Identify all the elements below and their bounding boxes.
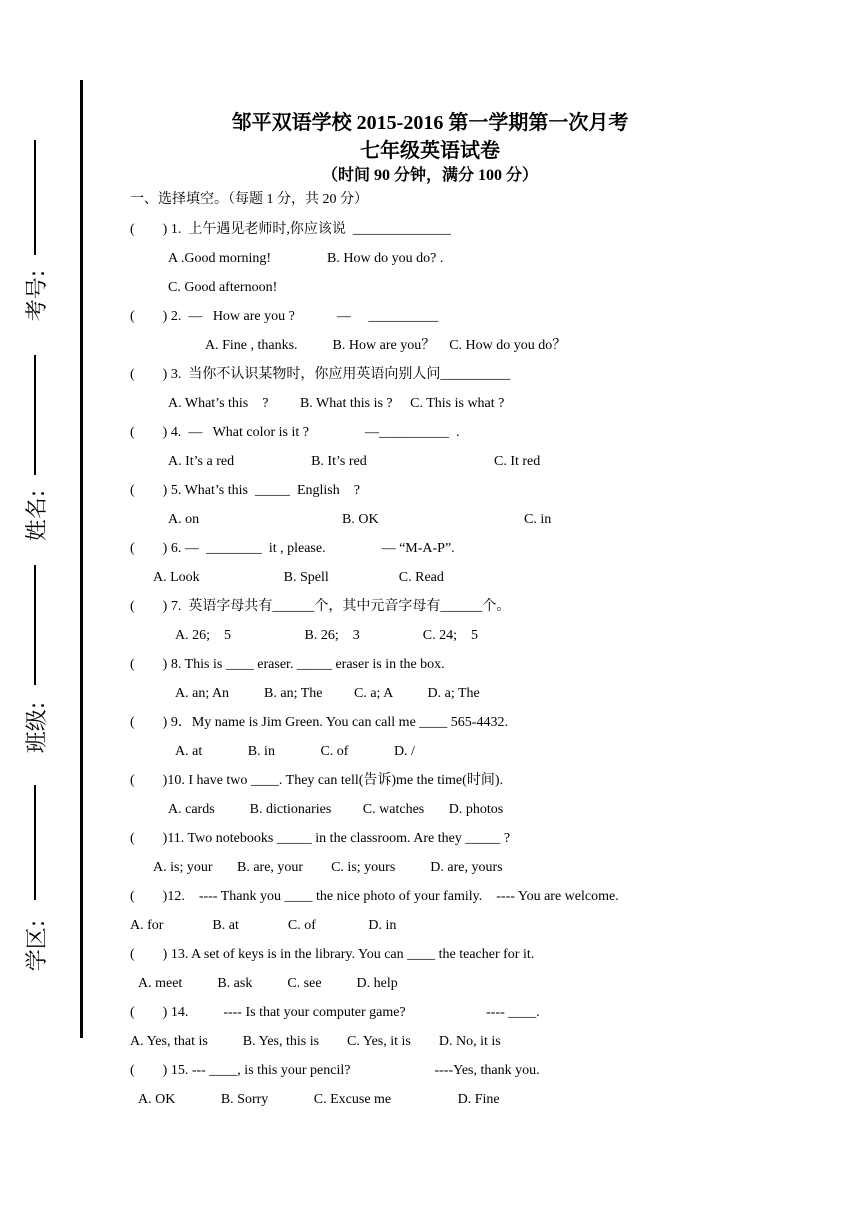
question-11-options: A. is; your B. are, your C. is; yours D. are, yours [153, 860, 503, 875]
section-heading: 一、选择填空。（每题 1 分，共 20 分） [130, 192, 368, 207]
question-2: ( ) 2. ― How are you ? ― __________ [130, 309, 439, 324]
class-blank-line [34, 565, 36, 685]
question-2-options: A. Fine , thanks. B. How are you？ C. How do you do？ [205, 338, 567, 353]
question-15: ( ) 15. --- ____, is this your pencil? ----Yes, thank you. [130, 1063, 540, 1078]
question-5-option-c: C. in [524, 512, 552, 527]
exam-no-label: 考号: [25, 269, 51, 322]
question-1-option-c: C. Good afternoon! [168, 280, 278, 295]
question-9: ( ) 9．My name is Jim Green. You can call me ____ 565-4432. [130, 715, 508, 730]
question-6: ( ) 6. ― ________ it , please. ― “M-A-P”. [130, 541, 455, 556]
district-blank-line [34, 785, 36, 900]
question-4-options-ab: A. It’s a red B. It’s red [168, 454, 367, 469]
question-14-options: A. Yes, that is B. Yes, this is C. Yes, it is D. No, it is [130, 1034, 501, 1049]
question-14: ( ) 14. ---- Is that your computer game? ---- ____. [130, 1005, 540, 1020]
exam-title: 邹平双语学校 2015-2016 第一学期第一次月考 [231, 112, 629, 134]
question-10-options: A. cards B. dictionaries C. watches D. photos [168, 802, 504, 817]
binding-margin-line [80, 80, 83, 1038]
question-3-options: A. What’s this ? B. What this is ? C. This is what ? [168, 396, 505, 411]
question-8: ( ) 8. This is ____ eraser. _____ eraser is in the box. [130, 657, 445, 672]
question-1-options-ab: A .Good morning! B. How do you do? . [168, 251, 444, 266]
question-5-option-b: B. OK [342, 512, 379, 527]
question-7-options: A. 26; 5 B. 26; 3 C. 24; 5 [175, 628, 478, 643]
exam-time-score: （时间 90 分钟，满分 100 分） [321, 167, 538, 184]
question-5-option-a: A. on [168, 512, 200, 527]
question-12: ( )12. ---- Thank you ____ the nice photo of your family. ---- You are welcome. [130, 889, 619, 904]
question-13-options: A. meet B. ask C. see D. help [138, 976, 398, 991]
district-label: 学区: [25, 919, 51, 972]
name-label: 姓名: [25, 489, 51, 542]
question-1: ( ) 1. 上午遇见老师时,你应该说 ______________ [130, 222, 451, 237]
class-label: 班级: [25, 701, 51, 754]
question-11: ( )11. Two notebooks _____ in the classroom. Are they _____ ? [130, 831, 511, 846]
question-4: ( ) 4. ― What color is it ? ―__________ . [130, 425, 460, 440]
question-7: ( ) 7. 英语字母共有______个，其中元音字母有______个。 [130, 599, 511, 614]
question-13: ( ) 13. A set of keys is in the library. You can ____ the teacher for it. [130, 947, 535, 962]
name-blank-line [34, 355, 36, 475]
exam-subtitle: 七年级英语试卷 [360, 140, 500, 162]
question-12-options: A. for B. at C. of D. in [130, 918, 397, 933]
question-15-options: A. OK B. Sorry C. Excuse me D. Fine [138, 1092, 500, 1107]
question-5: ( ) 5. What’s this _____ English ? [130, 483, 360, 498]
question-6-options: A. Look B. Spell C. Read [153, 570, 444, 585]
question-4-option-c: C. It red [494, 454, 541, 469]
question-3: ( ) 3. 当你不认识某物时，你应用英语向别人问__________ [130, 367, 511, 382]
question-9-options: A. at B. in C. of D. / [175, 744, 415, 759]
question-8-options: A. an; An B. an; The C. a; A D. a; The [175, 686, 480, 701]
question-10: ( )10. I have two ____. They can tell(告诉)me the time(时间). [130, 773, 503, 788]
